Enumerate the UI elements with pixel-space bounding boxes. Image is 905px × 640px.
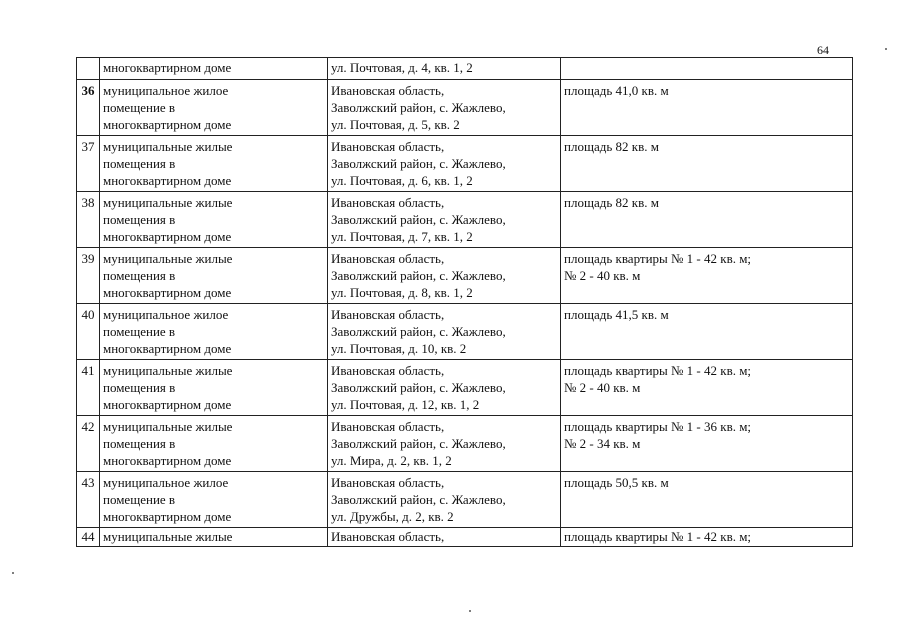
- object-cell: муниципальные жилые помещения в многоквартирном доме: [100, 136, 328, 192]
- row-number: 39: [77, 248, 100, 304]
- address-cell: Ивановская область, Заволжский район, с. Жажлево, ул. Мира, д. 2, кв. 1, 2: [328, 416, 561, 472]
- notes-cell: площадь 50,5 кв. м: [561, 472, 853, 528]
- row-number: 42: [77, 416, 100, 472]
- notes-cell: площадь квартиры № 1 - 36 кв. м; № 2 - 34 кв. м: [561, 416, 853, 472]
- scan-speck: [12, 572, 14, 574]
- table-row: [77, 416, 853, 472]
- address-cell: Ивановская область, Заволжский район, с. Жажлево, ул. Почтовая, д. 8, кв. 1, 2: [328, 248, 561, 304]
- notes-cell: площадь квартиры № 1 - 42 кв. м; № 2 - 40 кв. м: [561, 360, 853, 416]
- row-number: 43: [77, 472, 100, 528]
- row-number: 41: [77, 360, 100, 416]
- table-row: [77, 192, 853, 248]
- object-cell: муниципальные жилые помещения в многоквартирном доме: [100, 192, 328, 248]
- object-cell: многоквартирном доме: [100, 58, 328, 80]
- notes-cell: площадь 41,5 кв. м: [561, 304, 853, 360]
- address-cell: Ивановская область, Заволжский район, с. Жажлево, ул. Дружбы, д. 2, кв. 2: [328, 472, 561, 528]
- address-cell: Ивановская область, Заволжский район, с. Жажлево, ул. Почтовая, д. 12, кв. 1, 2: [328, 360, 561, 416]
- address-cell: Ивановская область, Заволжский район, с. Жажлево, ул. Почтовая, д. 10, кв. 2: [328, 304, 561, 360]
- table-row: [77, 136, 853, 192]
- scan-speck: [885, 48, 887, 50]
- notes-cell: площадь 82 кв. м: [561, 192, 853, 248]
- page-number: 64: [817, 43, 829, 57]
- table-row: [77, 248, 853, 304]
- notes-cell: площадь квартиры № 1 - 42 кв. м;: [561, 528, 853, 547]
- table-row: [77, 472, 853, 528]
- table-row: [77, 304, 853, 360]
- object-cell: муниципальное жилое помещение в многоквартирном доме: [100, 304, 328, 360]
- address-cell: Ивановская область, Заволжский район, с. Жажлево, ул. Почтовая, д. 5, кв. 2: [328, 80, 561, 136]
- table-row: [77, 80, 853, 136]
- notes-cell: [561, 58, 853, 80]
- object-cell: муниципальные жилые помещения в многоквартирном доме: [100, 360, 328, 416]
- address-cell: Ивановская область,: [328, 528, 561, 547]
- address-cell: Ивановская область, Заволжский район, с. Жажлево, ул. Почтовая, д. 7, кв. 1, 2: [328, 192, 561, 248]
- notes-cell: площадь квартиры № 1 - 42 кв. м; № 2 - 40 кв. м: [561, 248, 853, 304]
- table-row: [77, 360, 853, 416]
- property-table: [76, 57, 853, 547]
- row-number: [77, 58, 100, 80]
- row-number: 44: [77, 528, 100, 547]
- scan-speck: [469, 610, 471, 612]
- row-number: 36: [77, 80, 100, 136]
- object-cell: муниципальное жилое помещение в многоквартирном доме: [100, 80, 328, 136]
- object-cell: муниципальное жилое помещение в многоквартирном доме: [100, 472, 328, 528]
- notes-cell: площадь 82 кв. м: [561, 136, 853, 192]
- address-cell: ул. Почтовая, д. 4, кв. 1, 2: [328, 58, 561, 80]
- notes-cell: площадь 41,0 кв. м: [561, 80, 853, 136]
- row-number: 38: [77, 192, 100, 248]
- row-number: 40: [77, 304, 100, 360]
- table-row: [77, 58, 853, 80]
- object-cell: муниципальные жилые помещения в многоквартирном доме: [100, 248, 328, 304]
- row-number: 37: [77, 136, 100, 192]
- object-cell: муниципальные жилые: [100, 528, 328, 547]
- object-cell: муниципальные жилые помещения в многоквартирном доме: [100, 416, 328, 472]
- table-row: [77, 528, 853, 547]
- address-cell: Ивановская область, Заволжский район, с. Жажлево, ул. Почтовая, д. 6, кв. 1, 2: [328, 136, 561, 192]
